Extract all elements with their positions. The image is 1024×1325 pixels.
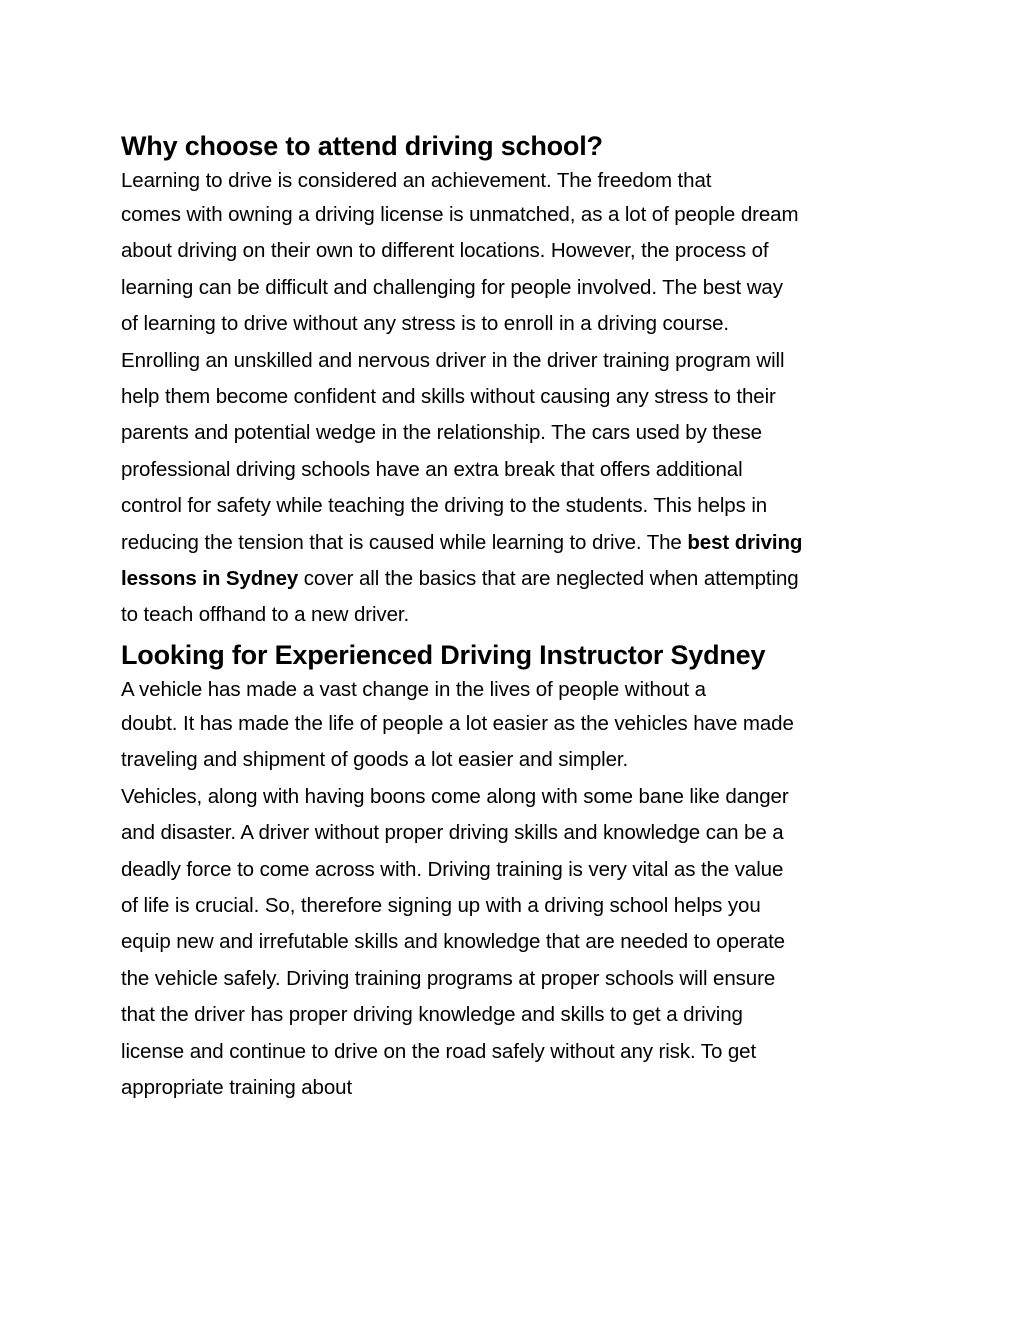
paragraph-line: parents and potential wedge in the relationship. The cars used by these xyxy=(121,421,762,445)
paragraph-line: comes with owning a driving license is unmatched, as a lot of people dream xyxy=(121,203,799,226)
paragraph-line: deadly force to come across with. Driving training is very vital as the value xyxy=(121,857,784,881)
text-run: cover all the basics that are neglected when attempting xyxy=(298,567,799,591)
paragraph-line: professional driving schools have an extra break that offers additional xyxy=(121,457,743,481)
paragraph-line: Enrolling an unskilled and nervous driver in the driver training program will xyxy=(121,348,785,372)
paragraph-line: the vehicle safely. Driving training programs at proper schools will ensure xyxy=(121,966,776,990)
paragraph-line-with-bold xyxy=(121,525,911,561)
paragraph-line: traveling and shipment of goods a lot easier and simpler. xyxy=(121,748,629,772)
heading-why-driving-school: Why choose to attend driving school? xyxy=(121,131,603,161)
paragraph-line: to teach offhand to a new driver. xyxy=(121,603,410,627)
paragraph-line: A vehicle has made a vast change in the lives of people without a xyxy=(121,677,706,701)
paragraph-line: doubt. It has made the life of people a lot easier as the vehicles have made xyxy=(121,711,794,735)
paragraph-line: control for safety while teaching the driving to the students. This helps in xyxy=(121,494,768,518)
paragraph-line: license and continue to drive on the road safely without any risk. To get xyxy=(121,1039,757,1063)
section-why-driving-school xyxy=(121,127,911,634)
paragraph-line: equip new and irrefutable skills and knowledge that are needed to operate xyxy=(121,930,785,954)
paragraph-line: of life is crucial. So, therefore signing up with a driving school helps you xyxy=(121,893,761,917)
paragraph-line-with-bold xyxy=(121,561,911,597)
bold-keyword: lessons in Sydney xyxy=(121,567,299,591)
paragraph-line: of learning to drive without any stress is to enroll in a driving course. xyxy=(121,312,730,336)
paragraph-line: Learning to drive is considered an achievement. The freedom that xyxy=(121,169,712,192)
heading-experienced-instructor: Looking for Experienced Driving Instructor Sydney xyxy=(121,639,766,670)
paragraph-line: learning can be difficult and challenging for people involved. The best way xyxy=(121,275,783,299)
section-experienced-instructor xyxy=(121,636,911,1106)
document-page xyxy=(121,127,911,1106)
bold-keyword: best driving xyxy=(687,530,803,554)
paragraph-line: and disaster. A driver without proper driving skills and knowledge can be a xyxy=(121,821,784,845)
paragraph-line: appropriate training about xyxy=(121,1075,353,1099)
paragraph-line: help them become confident and skills without causing any stress to their xyxy=(121,385,776,409)
paragraph-line: that the driver has proper driving knowledge and skills to get a driving xyxy=(121,1003,743,1027)
text-run: reducing the tension that is caused while learning to drive. The xyxy=(121,530,688,554)
paragraph-line: Vehicles, along with having boons come along with some bane like danger xyxy=(121,784,789,808)
paragraph-line: about driving on their own to different locations. However, the process of xyxy=(121,239,769,263)
